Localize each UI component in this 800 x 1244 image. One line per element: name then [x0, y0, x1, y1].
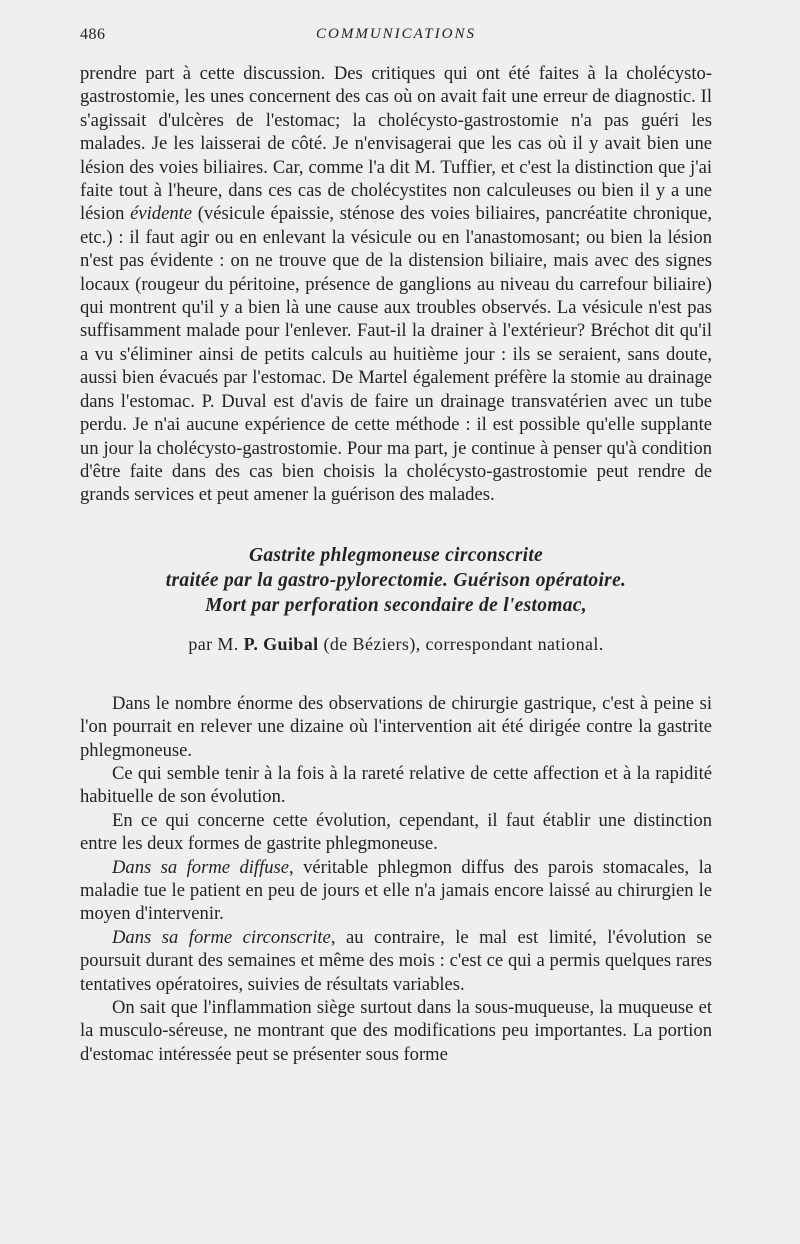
page-number: 486: [80, 26, 106, 43]
byline-suffix: (de Béziers), correspondant national.: [318, 633, 604, 654]
discussion-paragraph: [80, 62, 712, 507]
article-paragraph-4-emphasis: Dans sa forme diffuse: [112, 856, 290, 878]
article-paragraph-4: [80, 856, 712, 926]
running-head: [80, 26, 712, 50]
discussion-text-a: prendre part à cette discussion. Des critiques qui ont été faites à la cholécysto-gastrostomie, les unes concernent des cas où on avait fait une erreur de diagnostic. Il s'agissait d'ulcères de l'estomac; la cholécysto-gastrostomie n'a pas guéri les malades. Je les laisserai de côté. Je n'envisagerai que les cas où il y avait bien une lésion des voies biliaires. Car, comme l'a dit M. Tuffier, et c'est la distinction que j'ai faite tout à l'heure, dans ces cas de cholécystites non calculeuses ou bien il y a une lésion: [80, 63, 712, 225]
byline-prefix: par M.: [188, 633, 244, 654]
article-paragraph-6: On sait que l'inflammation siège surtout dans la sous-muqueuse, la muqueuse et la musculo-séreuse, ne montrant que des modifications peu importantes. La portion d'estomac intéressée peut se présenter sous forme: [80, 997, 712, 1065]
article-title-line-3: Mort par perforation secondaire de l'estomac,: [205, 594, 587, 616]
article-paragraph-4-text: , véritable phlegmon diffus des parois stomacales, la maladie tue le patient en peu de jours et elle n'a jamais encore laissé au chirurgien le moyen d'intervenir.: [80, 856, 712, 925]
byline: [80, 632, 712, 656]
article-paragraph-1: Dans le nombre énorme des observations de chirurgie gastrique, c'est à peine si l'on pourrait en relever une dizaine où l'intervention ait été dirigée contre la gastrite phlegmoneuse.: [80, 692, 712, 761]
article-title: [80, 543, 712, 618]
article-paragraph-3: En ce qui concerne cette évolution, cependant, il faut établir une distinction entre les deux formes de gastrite phlegmoneuse.: [80, 809, 712, 855]
discussion-emphasis: évidente: [130, 203, 193, 225]
article-paragraph-5-text: , au contraire, le mal est limité, l'évolution se poursuit durant des semaines et même des mois : c'est ce qui a permis quelques rares tentatives opératoires, suivies de résultats variables.: [80, 926, 712, 995]
article-body: [80, 692, 712, 1067]
article-title-line-1: Gastrite phlegmoneuse circonscrite: [248, 544, 544, 566]
discussion-text-b: (vésicule épaissie, sténose des voies biliaires, pancréatite chronique, etc.) : il faut agir ou en enlevant la vésicule ou en l'anastomosant; ou bien la lésion n'est pas évidente : on ne trouve que de la distension biliaire, mais avec des signes locaux (rougeur du péritoine, présence de ganglions au niveau du carrefour biliaire) qui montrent qu'il y a bien là une cause aux troubles observés. La vésicule n'est pas suffisamment malade pour l'enlever. Faut-il la drainer à l'extérieur? Bréchot dit qu'il a vu s'éliminer ainsi de petits calculs au huitième jour : ils se seraient, sans doute, aussi bien évacués par l'estomac. De Martel également préfère la stomie au drainage dans l'estomac. P. Duval est d'avis de faire un drainage transvatérien avec un tube perdu. Je n'ai aucune expérience de cette méthode : il est possible qu'elle supplante un jour la cholécysto-gastrostomie. Pour ma part, je continue à penser qu'à condition d'être faite dans des cas bien choisis la cholécysto-gastrostomie peut rendre de grands services et peut amener la guérison des malades.: [80, 203, 712, 506]
page-body: [80, 62, 712, 1066]
running-title: COMMUNICATIONS: [316, 26, 476, 42]
article-paragraph-5-emphasis: Dans sa forme circonscrite: [112, 926, 331, 948]
article-title-line-2: traitée par la gastro-pylorectomie. Guérison opératoire.: [165, 569, 627, 591]
article-paragraph-5: [80, 926, 712, 996]
article-paragraph-2: Ce qui semble tenir à la fois à la rareté relative de cette affection et à la rapidité habituelle de son évolution.: [80, 762, 712, 808]
byline-author: P. Guibal: [243, 633, 319, 654]
